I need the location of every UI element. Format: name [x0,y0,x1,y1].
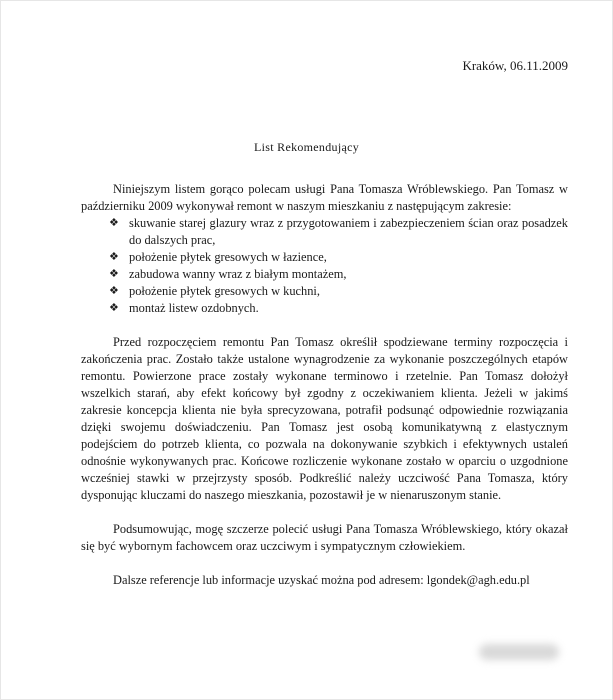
letter-body [81,181,568,589]
bullet-diamond-icon: ❖ [109,302,119,314]
scope-item [109,249,568,266]
scope-item-text: położenie płytek gresowych w kuchni, [129,284,320,298]
scope-item [109,283,568,300]
letter-title: List Rekomendujący [253,140,360,154]
bullet-diamond-icon: ❖ [109,251,119,263]
letter-date: Kraków, 06.11.2009 [462,58,568,73]
scope-item-text: montaż listew ozdobnych. [129,301,259,315]
bullet-diamond-icon: ❖ [109,285,119,297]
bullet-diamond-icon: ❖ [109,268,119,280]
details-paragraph: Przed rozpoczęciem remontu Pan Tomasz określił spodziewane terminy rozpoczęcia i zakończenia prac. Zostało także ustalone wynagrodzenie za wykonanie poszczególnych etapów remontu. Powierzone prace zostały wykonane terminowo i rzetelnie. Pan Tomasz dołożył wszelkich starań, aby efekt końcowy był zgodny z oczekiwaniem klienta. Jeżeli w jakimś zakresie koncepcja klienta nie była sprecyzowana, potrafił podsunąć odpowiednie rozwiązania dzięki swojemu doświadczeniu. Pan Tomasz jest osobą komunikatywną z elastycznym podejściem do potrzeb klienta, co pozwala na dokonywanie szybkich i efektywnych ustaleń odnośnie wykonywanych prac. Końcowe rozliczenie wykonane zostało w oparciu o uzgodnione wcześniej stawki w przejrzysty sposób. Podkreślić należy uczciwość Pana Tomasza, który dysponując kluczami do naszego mieszkania, pozostawił je w nienaruszonym stanie. [81,335,568,502]
scope-item [109,215,568,249]
scope-item [109,266,568,283]
summary-paragraph: Podsumowując, mogę szczerze polecić usługi Pana Tomasza Wróblewskiego, który okazał się być wybornym fachowcem oraz uczciwym i sympatycznym człowiekiem. [81,522,568,553]
scope-item-text: zabudowa wanny wraz z białym montażem, [129,267,347,281]
references-paragraph: Dalsze referencje lub informacje uzyskać można pod adresem: lgondek@agh.edu.pl [113,573,530,587]
scope-item-text: położenie płytek gresowych w łazience, [129,250,327,264]
blurred-signature [479,644,559,660]
intro-paragraph: Niniejszym listem gorąco polecam usługi Pana Tomasza Wróblewskiego. Pan Tomasz w październiku 2009 wykonywał remont w naszym mieszkaniu z następującym zakresie: [81,182,568,213]
scope-item [109,300,568,317]
scope-item-text: skuwanie starej glazury wraz z przygotowaniem i zabezpieczeniem ścian oraz posadzek do dalszych prac, [129,216,568,247]
bullet-diamond-icon: ❖ [109,217,119,229]
scope-list [81,215,568,317]
